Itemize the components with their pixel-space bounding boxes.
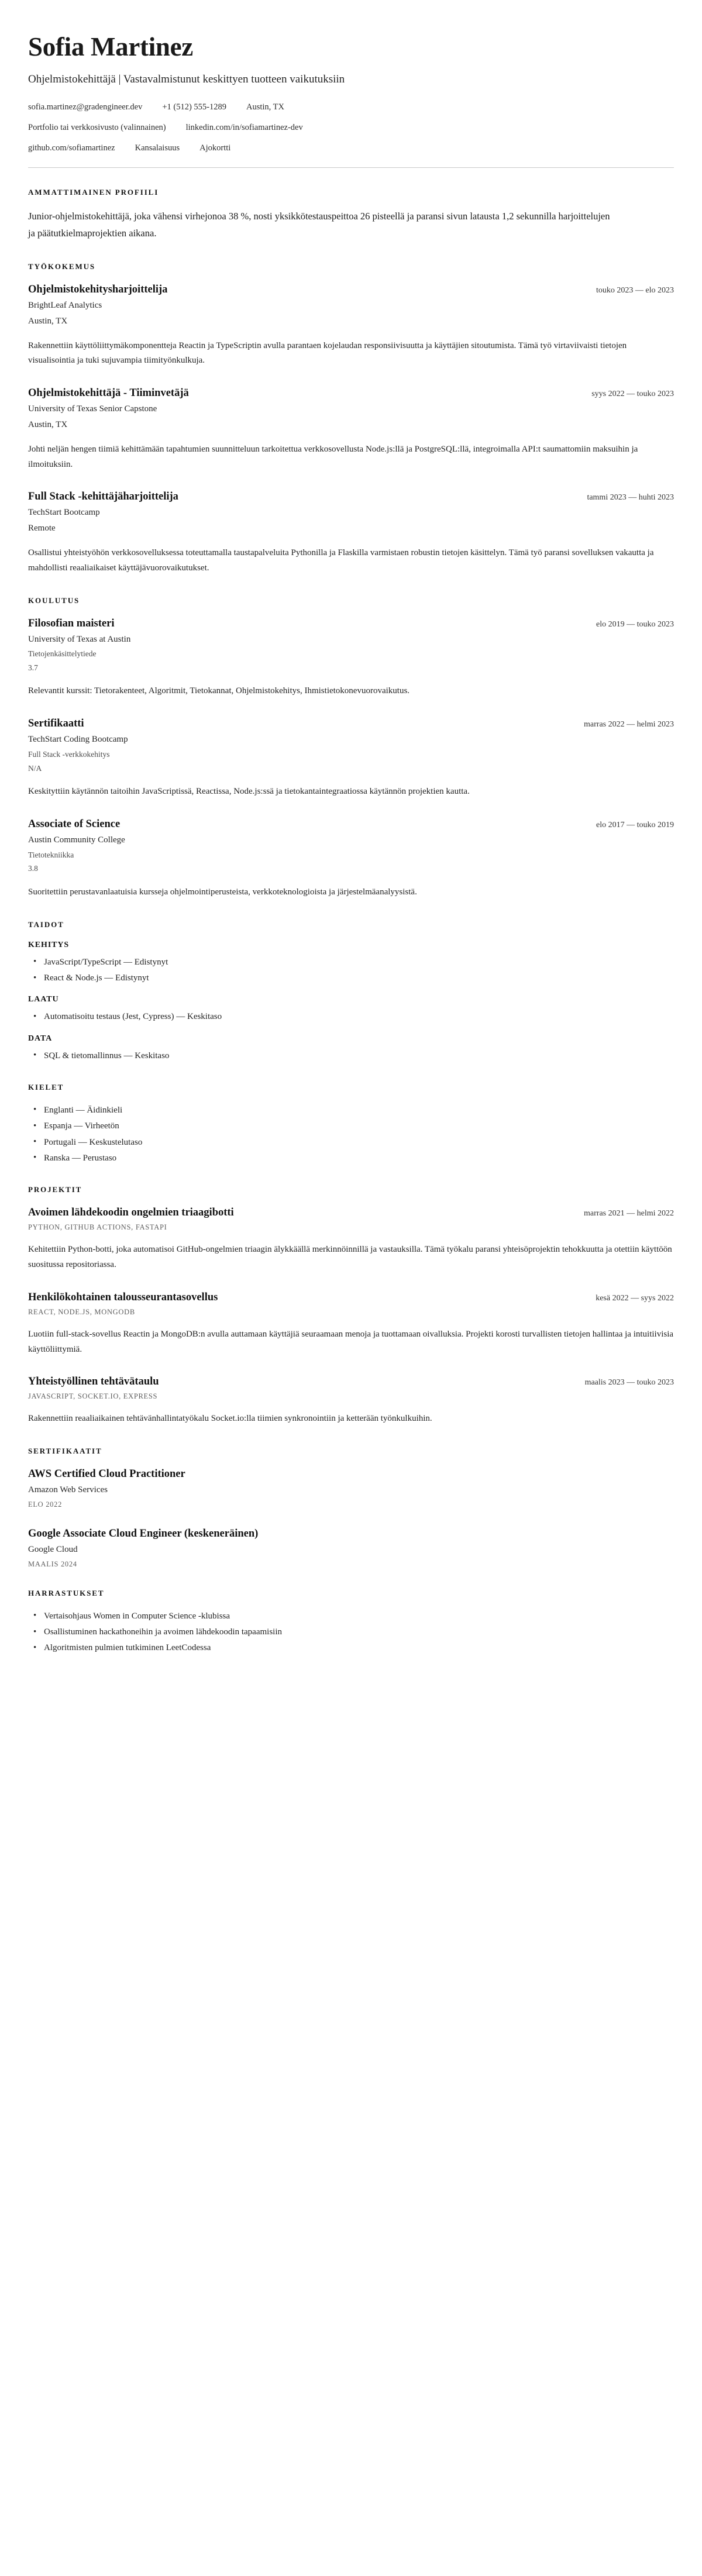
education-field: Tietojenkäsittelytiede [28, 649, 97, 659]
contact-github[interactable]: github.com/sofiamartinez [28, 143, 115, 153]
project-date-range: marras 2021 — helmi 2022 [584, 1209, 674, 1218]
experience-company: BrightLeaf Analytics [28, 301, 102, 311]
education-field: Tietotekniikka [28, 850, 74, 859]
project-description: Rakennettiin reaaliaikainen tehtävänhallintatyökalu Socket.io:lla tiimien synkronointiin ja ketterään työnkulkuihin. [28, 1414, 432, 1424]
experience-date-range: touko 2023 — elo 2023 [596, 286, 674, 295]
skill-group [28, 995, 674, 1024]
education-entry [28, 817, 674, 900]
experience-location: Austin, TX [28, 420, 68, 430]
education-description: Relevantit kurssit: Tietorakenteet, Algoritmit, Tietokannat, Ohjelmistokehitys, Ihmistietokonevuorovaikutus. [28, 686, 410, 696]
skill-group-title: KEHITYS [28, 940, 70, 949]
education-entry [28, 617, 674, 700]
education-institution: TechStart Coding Bootcamp [28, 735, 128, 745]
certificate-date: MAALIS 2024 [28, 1559, 77, 1568]
contact-row-primary [28, 101, 674, 114]
experience-location: Austin, TX [28, 316, 68, 326]
skill-group-title: DATA [28, 1034, 53, 1043]
education-institution: University of Texas at Austin [28, 634, 131, 644]
skill-list [28, 955, 674, 986]
project-description: Kehitettiin Python-botti, joka automatisoi GitHub-ongelmien triaagin älykkäällä merkinnöinnillä ja vastauksilla. Tämä työkalu paransi yhteisöprojektin tehokkuutta ja otettiin käyttöön suositussa repositoriassa. [28, 1245, 672, 1269]
section-certificates [28, 1447, 674, 1569]
candidate-name: Sofia Martinez [28, 32, 193, 61]
experience-description: Johti neljän hengen tiimiä kehittämään tapahtumien suunnitteluun tarkoitettua verkkosovellusta Node.js:llä ja PostgreSQL:llä, integroimalla API:t saumattomiin maksuihin ja ilmoituksiin. [28, 444, 638, 469]
experience-entry [28, 490, 674, 576]
contact-email[interactable]: sofia.martinez@gradengineer.dev [28, 102, 143, 112]
language-list [28, 1103, 674, 1165]
section-languages [28, 1083, 674, 1165]
experience-company: TechStart Bootcamp [28, 508, 100, 518]
project-name: Avoimen lähdekoodin ongelmien triaagibotti [28, 1207, 234, 1219]
skill-list [28, 1010, 674, 1024]
education-description: Suoritettiin perustavanlaatuisia kursseja ohjelmointiperusteista, verkkoteknologioista ja järjestelmäanalyysistä. [28, 887, 417, 897]
project-entry-head [28, 1206, 674, 1220]
section-experience [28, 262, 674, 576]
certificate-name: AWS Certified Cloud Practitioner [28, 1468, 185, 1480]
language-item: • Portugali — Keskustelutaso [28, 1135, 674, 1149]
contact-citizenship: Kansalaisuus [135, 143, 180, 153]
project-entry-head [28, 1290, 674, 1304]
project-name: Henkilökohtainen talousseurantasovellus [28, 1291, 218, 1303]
experience-description: Rakennettiin käyttöliittymäkomponentteja Reactin ja TypeScriptin avulla parantaen kojelaudan responsiivisuutta ja käyttäjien sitoutumista. Tämä työ virtaviivaisti tietojen visualisointia ja tuki sujuvampia tiimityönkulkuja. [28, 340, 627, 366]
section-title-interests: HARRASTUKSET [28, 1588, 105, 1597]
education-description: Keskityttiin käytännön taitoihin JavaScriptissä, Reactissa, Node.js:ssä ja tietokantaintegraatiossa käytännön projektien kautta. [28, 787, 470, 797]
contact-driving-licence: Ajokortti [199, 143, 231, 153]
contact-location: Austin, TX [246, 102, 284, 112]
experience-entry [28, 386, 674, 472]
experience-job-title: Ohjelmistokehitysharjoittelija [28, 284, 168, 296]
interest-item: • Osallistuminen hackathoneihin ja avoimen lähdekoodin tapaamisiin [28, 1625, 674, 1639]
certificate-issuer: Google Cloud [28, 1545, 78, 1555]
project-date-range: maalis 2023 — touko 2023 [584, 1378, 674, 1387]
section-skills [28, 920, 674, 1063]
skill-group [28, 1034, 674, 1063]
education-grade: 3.7 [28, 663, 38, 672]
section-title-skills: TAIDOT [28, 919, 64, 929]
contact-phone[interactable]: +1 (512) 555-1289 [162, 102, 226, 112]
interest-item: • Algoritmisten pulmien tutkiminen LeetCodessa [28, 1641, 674, 1655]
project-tech-stack: PYTHON, GITHUB ACTIONS, FASTAPI [28, 1223, 167, 1232]
education-institution: Austin Community College [28, 835, 125, 845]
project-entry [28, 1206, 674, 1273]
experience-date-range: tammi 2023 — huhti 2023 [587, 493, 674, 502]
contact-row-secondary [28, 122, 674, 135]
experience-entry-head [28, 283, 674, 297]
certificate-issuer: Amazon Web Services [28, 1485, 108, 1495]
contact-portfolio[interactable]: Portfolio tai verkkosivusto (valinnainen) [28, 122, 166, 132]
certificate-entry [28, 1527, 674, 1569]
language-item: • Englanti — Äidinkieli [28, 1103, 674, 1117]
project-date-range: kesä 2022 — syys 2022 [596, 1293, 674, 1303]
section-title-education: KOULUTUS [28, 595, 80, 605]
section-projects [28, 1185, 674, 1427]
project-tech-stack: REACT, NODE.JS, MONGODB [28, 1307, 135, 1316]
skill-item: • Automatisoitu testaus (Jest, Cypress) — Keskitaso [28, 1010, 674, 1024]
profile-summary-text: Junior-ohjelmistokehittäjä, joka vähensi virhejonoa 38 %, nosti yksikkötestauspeittoa 26 pisteellä ja paransi sivun latausta 1,2 sekunnilla harjoittelujen ja päätutkielmaprojektien aikana. [28, 211, 610, 239]
project-entry [28, 1375, 674, 1427]
project-entry [28, 1290, 674, 1358]
experience-location: Remote [28, 524, 56, 533]
education-entry-head [28, 817, 674, 831]
experience-description: Osallistui yhteistyöhön verkkosovelluksessa toteuttamalla taustapalveluita Pythonilla ja Flaskilla varmistaen robustin tietojen käsittelyn. Tämä työ paransi sovelluksen vakautta ja mahdollisti reaaliaikaiset käyttäjävuorovaikutukset. [28, 547, 654, 573]
education-date-range: elo 2019 — touko 2023 [596, 619, 674, 629]
project-name: Yhteistyöllinen tehtävätaulu [28, 1376, 159, 1388]
section-title-projects: PROJEKTIT [28, 1185, 82, 1194]
section-title-experience: TYÖKOKEMUS [28, 262, 96, 271]
experience-entry-head [28, 386, 674, 400]
skill-group-title: LAATU [28, 995, 59, 1004]
candidate-headline: Ohjelmistokehittäjä | Vastavalmistunut keskittyen tuotteen vaikutuksiin [28, 73, 345, 85]
experience-job-title: Full Stack -kehittäjäharjoittelija [28, 491, 178, 503]
experience-company: University of Texas Senior Capstone [28, 404, 157, 414]
interest-list [28, 1609, 674, 1655]
education-date-range: marras 2022 — helmi 2023 [584, 720, 674, 729]
skill-item: • JavaScript/TypeScript — Edistynyt [28, 955, 674, 969]
certificate-name: Google Associate Cloud Engineer (keskeneräinen) [28, 1528, 259, 1540]
skill-group [28, 941, 674, 986]
skill-item: • SQL & tietomallinnus — Keskitaso [28, 1049, 674, 1063]
skill-list [28, 1049, 674, 1063]
section-education [28, 596, 674, 900]
education-entry-head [28, 717, 674, 731]
education-degree: Filosofian maisteri [28, 617, 115, 629]
section-interests [28, 1589, 674, 1655]
project-tech-stack: JAVASCRIPT, SOCKET.IO, EXPRESS [28, 1392, 158, 1401]
contact-linkedin[interactable]: linkedin.com/in/sofiamartinez-dev [185, 122, 303, 132]
education-grade: 3.8 [28, 864, 38, 873]
experience-entry [28, 283, 674, 369]
interest-item: • Vertaisohjaus Women in Computer Science -klubissa [28, 1609, 674, 1623]
project-description: Luotiin full-stack-sovellus Reactin ja MongoDB:n avulla auttamaan käyttäjiä seuraamaan menoja ja tuottamaan oivalluksia. Projekti korosti turvallisten tietojen hallintaa ja intuitiivisia käyttöliittymiä. [28, 1329, 674, 1354]
section-title-certificates: SERTIFIKAATIT [28, 1447, 102, 1456]
experience-job-title: Ohjelmistokehittäjä - Tiiminvetäjä [28, 387, 189, 400]
education-grade: N/A [28, 763, 42, 773]
education-entry-head [28, 617, 674, 631]
certificate-entry [28, 1467, 674, 1509]
resume-document [28, 33, 674, 1655]
education-date-range: elo 2017 — touko 2019 [596, 821, 674, 829]
education-degree: Associate of Science [28, 818, 121, 830]
experience-date-range: syys 2022 — touko 2023 [591, 390, 674, 399]
resume-header [28, 33, 674, 168]
language-item: • Espanja — Virheetön [28, 1119, 674, 1133]
certificate-date: ELO 2022 [28, 1500, 63, 1509]
experience-entry-head [28, 490, 674, 504]
project-entry-head [28, 1375, 674, 1389]
section-title-profile: AMMATTIMAINEN PROFIILI [28, 188, 159, 197]
section-profile [28, 188, 674, 242]
header-divider [28, 167, 674, 168]
education-degree: Sertifikaatti [28, 718, 84, 730]
education-field: Full Stack -verkkokehitys [28, 750, 110, 759]
education-entry [28, 717, 674, 800]
section-title-languages: KIELET [28, 1082, 64, 1091]
skill-item: • React & Node.js — Edistynyt [28, 971, 674, 985]
language-item: • Ranska — Perustaso [28, 1151, 674, 1165]
contact-row-tertiary [28, 142, 674, 155]
